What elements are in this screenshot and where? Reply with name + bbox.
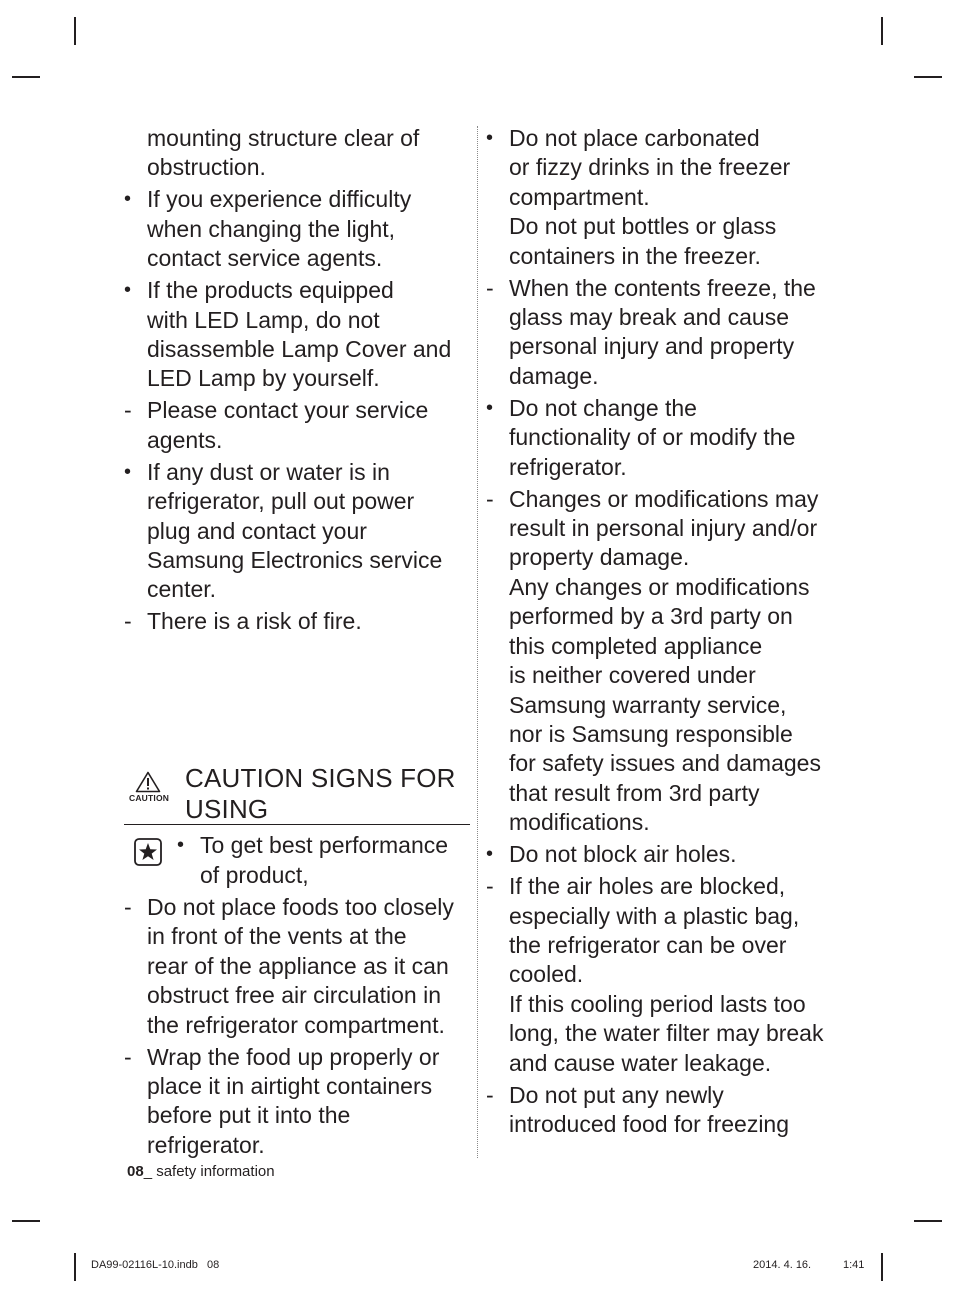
list-text-line: There is a risk of fire.: [147, 608, 362, 635]
list-text-line: Wrap the food up properly or: [147, 1043, 440, 1070]
list-text-line: long, the water filter may break: [509, 1020, 824, 1047]
list-text-line: disassemble Lamp Cover and: [147, 336, 452, 363]
list-marker: •: [486, 127, 494, 149]
note-row: [124, 831, 470, 890]
list-text-line: cooled.: [509, 961, 584, 988]
list-item: [124, 276, 470, 394]
list-item: [486, 394, 836, 482]
list-marker: -: [486, 873, 494, 900]
list-marker: -: [124, 893, 132, 920]
list-item: [486, 274, 836, 392]
list-text-line: in front of the vents at the: [147, 923, 407, 950]
list-text-line: Changes or modifications may: [509, 485, 819, 512]
crop-mark: [74, 17, 76, 45]
list-text-line: center.: [147, 576, 217, 603]
list-text-line: Samsung warranty service,: [509, 691, 787, 718]
list-text-line: Do not place foods too closely: [147, 893, 454, 920]
list-text-line: rear of the appliance as it can: [147, 952, 449, 979]
list-text-line: that result from 3rd party: [509, 779, 760, 806]
list-marker: -: [124, 397, 132, 424]
section-header: [124, 763, 470, 825]
list-item: [486, 124, 836, 271]
list-text-line: nor is Samsung responsible: [509, 720, 793, 747]
page-section-label: _ safety information: [143, 1163, 275, 1180]
list-item: [124, 124, 470, 183]
list-item: [124, 396, 470, 455]
list-text-line: before put it into the: [147, 1102, 351, 1129]
column-divider: [477, 126, 478, 1158]
list-text-line: refrigerator.: [147, 1131, 265, 1158]
list-marker: -: [486, 1081, 494, 1108]
list-text-line: compartment.: [509, 183, 650, 210]
list-text-line: of product,: [200, 861, 309, 888]
list-marker: •: [124, 279, 132, 302]
list-text-line: If the air holes are blocked,: [509, 873, 786, 900]
list-item: [124, 1043, 470, 1161]
crop-mark: [12, 1220, 40, 1222]
list-text-line: If the products equipped: [147, 277, 394, 304]
list-text-line: especially with a plastic bag,: [509, 902, 800, 929]
crop-mark: [74, 1253, 76, 1281]
list-text-line: property damage.: [509, 544, 690, 571]
crop-mark: [914, 76, 942, 78]
list-text-line: If any dust or water is in: [147, 458, 390, 485]
slug-time: 1:41: [843, 1259, 865, 1271]
caution-label: CAUTION: [129, 793, 170, 804]
list-text-line: Do not place carbonated: [509, 125, 760, 151]
list-text-line: functionality of or modify the: [509, 424, 796, 451]
list-item: [124, 458, 470, 605]
list-text-line: is neither covered under: [509, 662, 756, 689]
left-column: [124, 124, 470, 1163]
list-text-line: contact service agents.: [147, 245, 383, 272]
section-spacer: [124, 639, 470, 763]
list-item: [124, 607, 470, 636]
page-number: 08: [127, 1163, 144, 1180]
right-items: [486, 124, 836, 1139]
list-text-line: LED Lamp by yourself.: [147, 365, 380, 392]
list-text-line: the refrigerator can be over: [509, 931, 787, 958]
caution-icon: [129, 771, 169, 803]
list-item: [486, 872, 836, 1078]
list-marker: •: [177, 834, 185, 857]
list-marker: -: [124, 608, 132, 635]
list-text-line: mounting structure clear of: [147, 125, 420, 151]
list-item: [124, 893, 470, 1040]
list-text-line: with LED Lamp, do not: [147, 306, 380, 333]
list-text-line: introduced food for freezing: [509, 1110, 790, 1137]
list-text-line: Do not block air holes.: [509, 841, 737, 868]
list-marker: -: [486, 485, 494, 512]
section-title: [185, 763, 456, 825]
list-text-line: Any changes or modifications: [509, 573, 810, 600]
left-items: [124, 124, 470, 637]
list-text-line: place it in airtight containers: [147, 1072, 433, 1099]
section-title-line: CAUTION SIGNS FOR: [185, 763, 456, 794]
crop-mark: [12, 76, 40, 78]
list-text-line: or fizzy drinks in the freezer: [509, 154, 791, 181]
list-item: [486, 485, 836, 838]
list-text-line: refrigerator, pull out power: [147, 488, 415, 515]
crop-mark: [914, 1220, 942, 1222]
list-text-line: To get best performance: [200, 832, 449, 859]
page-footer: [127, 1163, 275, 1180]
list-text-line: If this cooling period lasts too: [509, 990, 806, 1017]
list-text-line: for safety issues and damages: [509, 750, 821, 777]
list-marker: •: [486, 843, 494, 866]
list-text-line: obstruct free air circulation in: [147, 982, 442, 1009]
list-text-line: Do not change the: [509, 394, 697, 421]
list-text-line: agents.: [147, 426, 223, 453]
list-text-line: containers in the freezer.: [509, 242, 761, 269]
list-text-line: Samsung Electronics service: [147, 547, 443, 574]
crop-mark: [881, 1253, 883, 1281]
list-text-line: obstruction.: [147, 154, 266, 181]
list-item: [124, 185, 470, 273]
list-marker: •: [124, 460, 132, 483]
list-marker: •: [124, 188, 132, 211]
list-text-line: performed by a 3rd party on: [509, 603, 793, 630]
list-text-line: If you experience difficulty: [147, 186, 412, 213]
list-marker: •: [486, 396, 494, 419]
list-text-line: when changing the light,: [147, 215, 396, 242]
list-text-line: plug and contact your: [147, 517, 367, 544]
list-item: [177, 831, 470, 890]
list-text-line: the refrigerator compartment.: [147, 1011, 445, 1038]
list-marker: -: [124, 1043, 132, 1070]
list-text-line: personal injury and property: [509, 333, 795, 360]
list-text-line: When the contents freeze, the: [509, 274, 816, 301]
list-text-line: modifications.: [509, 809, 650, 836]
list-text-line: glass may break and cause: [509, 304, 789, 331]
list-text-line: this completed appliance: [509, 632, 763, 659]
list-text-line: and cause water leakage.: [509, 1049, 772, 1076]
left-items-bottom: [124, 893, 470, 1160]
list-text-line: damage.: [509, 362, 599, 389]
list-text-line: Do not put any newly: [509, 1081, 724, 1108]
note-star-icon: [134, 838, 162, 871]
list-text-line: refrigerator.: [509, 453, 627, 480]
list-text-line: Do not put bottles or glass: [509, 213, 777, 240]
crop-mark: [881, 17, 883, 45]
list-item: [486, 1081, 836, 1140]
slug-date: 2014. 4. 16.: [753, 1259, 812, 1271]
section-title-line: USING: [185, 794, 269, 825]
list-text-line: result in personal injury and/or: [509, 515, 818, 542]
list-item: [486, 840, 836, 869]
list-text-line: Please contact your service: [147, 397, 429, 424]
list-marker: -: [486, 274, 494, 301]
slug-file: DA99-02116L-10.indb 08: [91, 1259, 220, 1271]
right-column: [486, 124, 836, 1142]
